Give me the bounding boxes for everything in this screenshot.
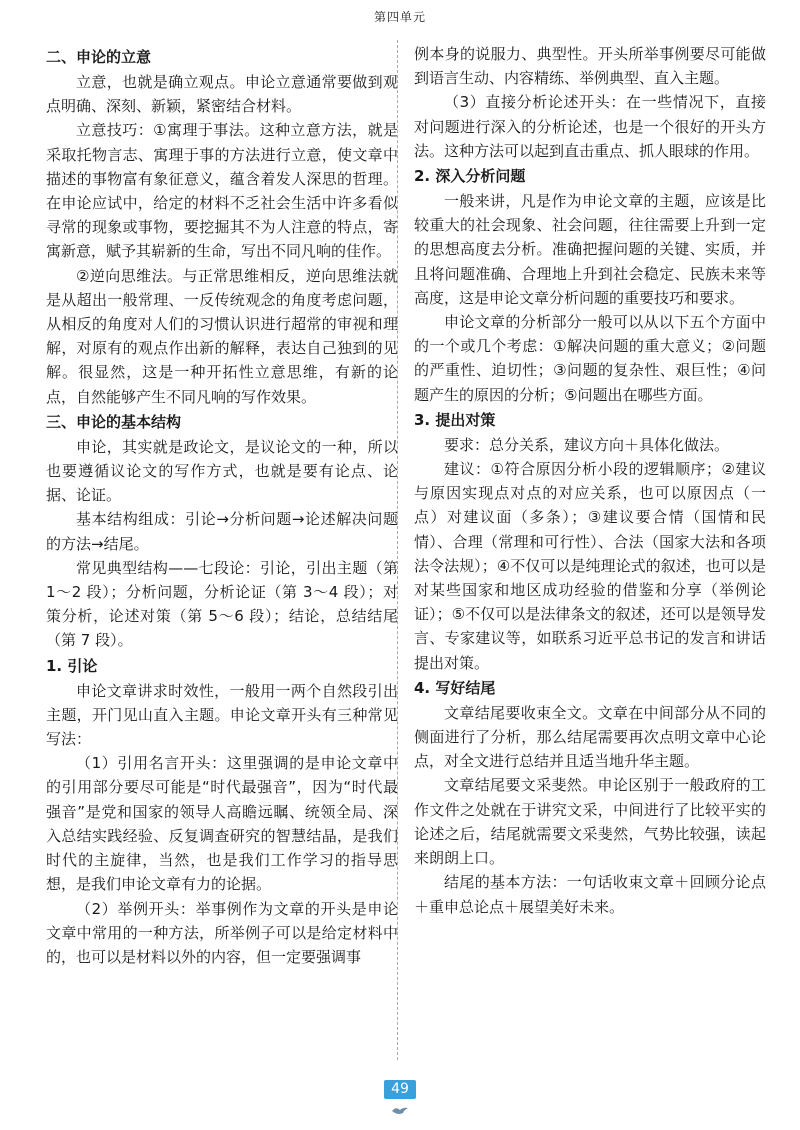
left-column: [46, 44, 398, 969]
body-paragraph: （3）直接分析论述开头：在一些情况下，直接对问题进行深入的分析论述，也是一个很好的开头方法。这种方法可以起到直击重点、抓人眼球的作用。: [414, 93, 766, 160]
section-heading: 3. 提出对策: [414, 410, 496, 429]
body-paragraph: 要求：总分关系，建议方向＋具体化做法。: [444, 435, 730, 454]
section-heading: 2. 深入分析问题: [414, 167, 526, 186]
right-column: [414, 42, 766, 919]
body-paragraph: 结尾的基本方法：一句话收束文章＋回顾分论点＋重申总论点＋展望美好未来。: [414, 873, 766, 916]
page-number: 49: [384, 1080, 416, 1099]
section-heading: 1. 引论: [46, 656, 98, 675]
body-paragraph: 基本结构组成：引论→分析问题→论述解决问题的方法→结尾。: [46, 510, 398, 553]
body-paragraph: 文章结尾要收束全文。文章在中间部分从不同的侧面进行了分析，那么结尾需要再次点明文章中心论点，对全文进行总结并且适当地升华主题。: [414, 703, 766, 771]
body-paragraph: 申论，其实就是政论文，是议论文的一种，所以也要遵循议论文的写作方式，也就是要有论点、论据、论证。: [46, 437, 398, 505]
body-paragraph: 文章结尾要文采斐然。申论区别于一般政府的工作文件之处就在于讲究文采，中间进行了比较平实的论述之后，结尾就需要文采斐然，气势比较强，读起来朗朗上口。: [414, 776, 766, 868]
body-paragraph: 一般来讲，凡是作为申论文章的主题，应该是比较重大的社会现象、社会问题，往往需要上升到一定的思想高度去分析。准确把握问题的关键、实质，并且将问题准确、合理地上升到社会稳定、民族未来等高度，这是申论文章分析问题的重要技巧和要求。: [414, 192, 766, 307]
bird-logo-icon: [391, 1104, 409, 1116]
body-paragraph: （2）举例开头：举事例作为文章的开头是申论文章中常用的一种方法，所举例子可以是给定材料中的，也可以是材料以外的内容，但一定要强调事: [46, 899, 398, 966]
body-paragraph: 申论文章的分析部分一般可以从以下五个方面中的一个或几个考虑：①解决问题的重大意义；②问题的严重性、迫切性；③问题的复杂性、艰巨性；④问题产生的原因的分析；⑤问题出在哪些方面。: [414, 313, 766, 404]
body-paragraph: 常见典型结构——七段论：引论，引出主题（第 1～2 段）；分析问题，分析论证（第 3～4 段）；对策分析，论述对策（第 5～6 段）；结论，总结结尾（第 7 段）。: [46, 558, 398, 650]
body-paragraph: ②逆向思维法。与正常思维相反，逆向思维法就是从超出一般常理、一反传统观念的角度考虑问题，从相反的角度对人们的习惯认识进行超常的审视和理解，对原有的观点作出新的解释，表达自己独到的见解。很显然，这是一种开拓性立意思维，有新的论点，自然能够产生不同凡响的写作效果。: [46, 266, 398, 406]
section-heading: 二、申论的立意: [46, 48, 152, 66]
body-paragraph: 申论文章讲求时效性，一般用一两个自然段引出主题，开门见山直入主题。申论文章开头有三种常见写法：: [46, 681, 398, 749]
body-paragraph: 建议：①符合原因分析小段的逻辑顺序；②建议与原因实现点对点的对应关系，也可以原因点（一点）对建议面（多条）；③建议要合情（国情和民情）、合理（常理和可行性）、合法（国家大法和各项法令法规）；④不仅可以是纯理论式的叙述，也可以是对某些国家和地区成功经验的借鉴和分享（举例论证）；⑤不仅可以是法律条文的叙述，还可以是领导发言、专家建议等，如联系习近平总书记的发言和讲话提出对策。: [414, 460, 766, 672]
body-paragraph: 立意技巧：①寓理于事法。这种立意方法，就是采取托物言志、寓理于事的方法进行立意，使文章中描述的事物富有象征意义，蕴含着发人深思的哲理。在申论应试中，给定的材料不乏社会生活中许多看似寻常的现象或事物，要挖掘其不为人注意的特点，寄寓新意，赋予其崭新的生命，写出不同凡响的佳作。: [46, 121, 398, 261]
column-divider: [397, 40, 398, 1060]
section-heading: 三、申论的基本结构: [46, 412, 182, 431]
body-paragraph: （1）引用名言开头：这里强调的是申论文章中的引用部分要尽可能是“时代最强音”，因为“时代最强音”是党和国家的领导人高瞻远瞩、统领全局、深入总结实践经验、反复调查研究的智慧结晶，是我们时代的主旋律，当然，也是我们工作学习的指导思想，是我们申论文章有力的论据。: [46, 754, 398, 894]
body-paragraph: 例本身的说服力、典型性。开头所举事例要尽可能做到语言生动、内容精练、举例典型、直入主题。: [414, 45, 766, 88]
unit-header: 第四单元: [373, 10, 426, 24]
body-paragraph: 立意，也就是确立观点。申论立意通常要做到观点明确、深刻、新颖，紧密结合材料。: [46, 73, 398, 116]
section-heading: 4. 写好结尾: [414, 678, 496, 697]
